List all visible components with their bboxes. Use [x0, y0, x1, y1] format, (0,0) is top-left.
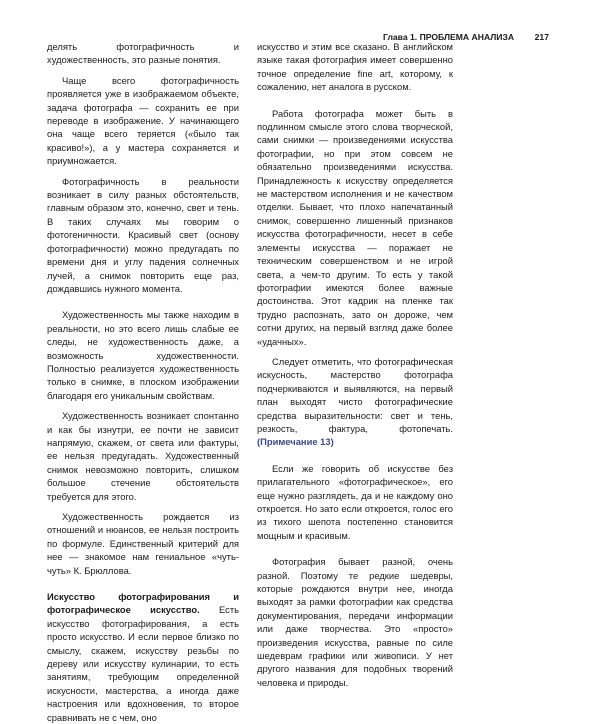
paragraph-masterpieces: Фотография бывает разной, очень разной. Поэтому те редкие шедевры, которые рождаются внутри нее, иногда выходят за рамки фотографии как средства документирования, передачи информации или даже творчества. Это «просто» произведения искусства, равные по силе шедеврам графики или живописи. У нет другого названия для подобных творений человека и природы.: [257, 556, 453, 688]
paragraph-mastery: [257, 355, 453, 449]
paragraph-photogenic: Фотографичность в реальности возникает в силу разных обстоятельств, главным образом это, конечно, свет и тень. В таких случаях мы говорим о фотогеничности. Красивый свет (основу фотографичности) можно предугадать по времени дня и углу падения солнечных лучей, а снимок повторить еще раз, дождавшись нужного момента.: [47, 175, 239, 294]
paragraph-fine-art: искусство и этим все сказано. В английском языке такая фотография имеет совершенно точное определение fine art, которому, к сожалению, нет аналога в русском.: [257, 41, 453, 93]
section-text: Есть искусство фотографирования, а есть просто искусство. И если первое близко по смыслу, скажем, искусству резьбы по дереву или искусству кулинарии, то есть занятиям, требующим определенной искусности, мастерства, а иногда даже настроения или вдохновения, то второе сравнивать не с чем, оно: [47, 604, 240, 723]
paragraph-continuation: делять фотографичность и художественность, это разные понятия.: [47, 41, 239, 66]
paragraph-art-of-photographing: [47, 590, 239, 724]
left-column: [47, 40, 239, 724]
mastery-text: Следует отметить, что фотографическая искусность, мастерство фотографа подчеркиваются и выявляются, на первый план выходят чисто фотографические средства выразительности: свет и тень, резкость, фактура, фотопечать.: [257, 355, 453, 434]
paragraph-art-without-adjective: Если же говорить об искусстве без прилагательного «фотографическое», его еще нужно разглядеть, да и не каждому оно откроется. Но зато если откроется, голос его из тихого шепота постепенно становится мощным и красивым.: [257, 462, 453, 541]
page-number: 217: [534, 32, 549, 42]
right-column: [257, 40, 453, 689]
paragraph-artistry-relations: Художественность рождается из отношений и нюансов, ее нельзя построить по формуле. Единственный критерий для нее — знакомое нам гениальное «чуть-чуть» К. Брюллова.: [47, 511, 239, 576]
paragraph-artistry-spontaneous: Художественность возникает спонтанно и как бы изнутри, ее почти не зависит напрямую, скажем, от света или фактуры, ее нельзя предугадать. Художественный снимок невозможно повторить, слишком большое стечение обстоятельств требуется для этого.: [47, 410, 239, 502]
footnote-reference[interactable]: (Примечание 13): [257, 436, 334, 448]
section-heading: Искусство фотографирования и фотографическое искусство.: [47, 591, 239, 616]
paragraph-photographicity: Чаще всего фотографичность проявляется уже в изображаемом объекте, задача фотографа — сохранить ее при переводе в изображение. У начинающего она чаще всего теряется («было так красиво!»), а у мастера сохраняется и приумножается.: [47, 74, 239, 167]
chapter-title: Глава 1. ПРОБЛЕМА АНАЛИЗА: [383, 32, 515, 42]
paragraph-photographer-work: Работа фотографа может быть в подлинном смысле этого слова творческой, сами снимки — произведениями искусства фотографии, но при этом совсем не обязательно произведениями искусства. Принадлежность к искусству определяется не мастерством исполнения и не качеством отделки. Бывает, что плохо напечатанный снимок, совершенно лишенный признаков искусства фотографичности, несет в себе элементы искусства — поражает не техническим совершенством и не игрой света, а чем-то другим. То есть у такой фотографии имеются более важные достоинства. Этот кадрик на пленке так трудно распознать, зато он дороже, чем сотни других, на первый взгляд даже более «удачных».: [257, 107, 453, 347]
paragraph-artistry-reality: Художественность мы также находим в реальности, но это всего лишь слабые ее следы, не художественность даже, а возможность художественности. Полностью реализуется художественность только в снимке, в плоском изображении благодаря его уникальным свойствам.: [47, 309, 239, 401]
